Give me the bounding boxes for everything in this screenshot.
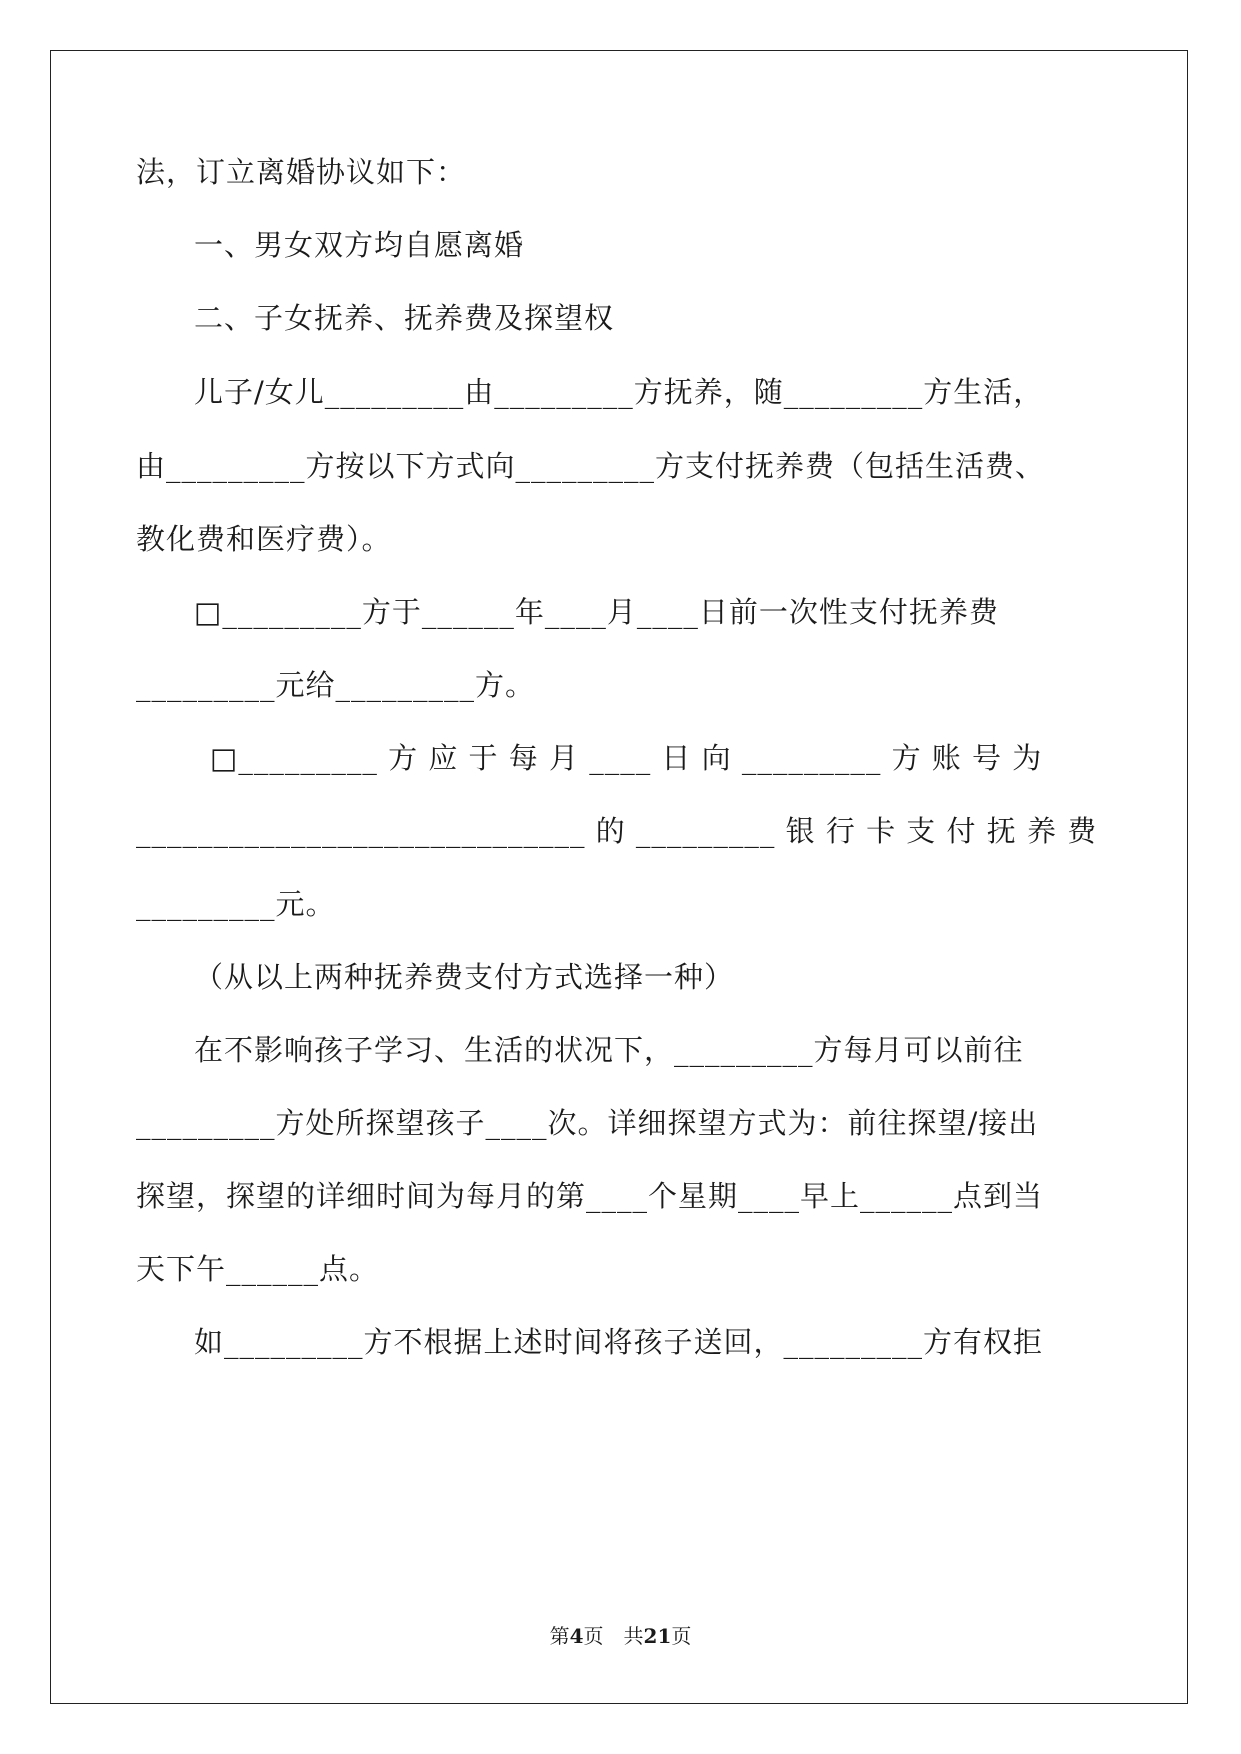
text-line-2: 一、男女双方均自愿离婚 (194, 228, 525, 262)
text-line-8: _________元给_________方。 (136, 668, 536, 702)
text-line-9: □_________ 方 应 于 每 月 ____ 日 向 _________ 方 账 号 为 (210, 741, 1043, 775)
text-line-7: □_________方于______年____月____日前一次性支付抚养费 (194, 595, 999, 629)
text-line-5: 由_________方按以下方式向_________方支付抚养费（包括生活费、 (136, 449, 1046, 483)
text-line-14: _________方处所探望孩子____次。详细探望方式为：前往探望/接出 (136, 1106, 1039, 1140)
text-line-6: 教化费和医疗费）。 (136, 522, 392, 556)
footer-suffix: 页 (671, 1624, 692, 1648)
total-pages-number: 21 (643, 1624, 672, 1648)
text-line-12: （从以上两种抚养费支付方式选择一种） (194, 960, 735, 994)
text-line-15: 探望，探望的详细时间为每月的第____个星期____早上______点到当 (136, 1179, 1044, 1213)
footer-prefix: 第 (549, 1624, 570, 1648)
text-line-4: 儿子/女儿_________由_________方抚养，随_________方生活， (194, 375, 1044, 409)
footer-middle: 页 共 (583, 1624, 644, 1648)
text-line-16: 天下午______点。 (136, 1252, 380, 1286)
text-line-1: 法，订立离婚协议如下： (136, 155, 467, 189)
text-line-13: 在不影响孩子学习、生活的状况下，_________方每月可以前往 (194, 1033, 1024, 1067)
text-line-17: 如_________方不根据上述时间将孩子送回，_________方有权拒 (194, 1325, 1044, 1359)
text-line-10: _____________________________ 的 _________ 银 行 卡 支 付 抚 养 费 (136, 814, 1098, 848)
text-line-11: _________元。 (136, 887, 336, 921)
text-line-3: 二、子女抚养、抚养费及探望权 (194, 301, 615, 335)
current-page-number: 4 (569, 1624, 584, 1648)
page-footer (0, 1620, 1241, 1649)
